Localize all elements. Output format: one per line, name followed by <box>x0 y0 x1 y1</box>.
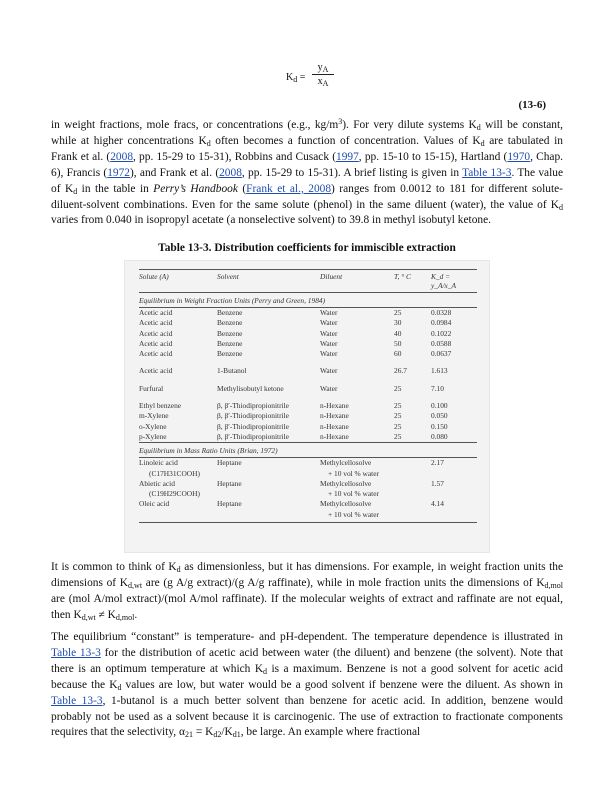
table-cell <box>394 499 431 509</box>
table-row <box>139 339 477 349</box>
table-cell: 25 <box>394 411 402 421</box>
table-cell: Acetic acid <box>139 308 173 317</box>
paragraph-3: The equilibrium “constant” is temperature- and pH-dependent. The temperature dependence is illustrated in Table 13-3 for the distribution of acetic acid between water (the diluent) and benzene (the solvent). Note that there is an optimum temperature at which $K_d$ is a maximum. Benzene is not a good solvent for acetic acid because the $K_d$ values are low, but water would be a good solvent if benzene were the diluent. As shown in Table 13-3, 1-butanol is a much better solvent than benzene for acetic acid. In addition, benzene would probably not be used as a solvent because it is carcinogenic. The use of extraction to fractionate components requires that the selectivity, $\alpha_{21} = K_{d2}/K_{d1}$, be large. An example where fractional <box>51 631 563 740</box>
citation-link-frank-2008[interactable]: 2008 <box>110 150 134 163</box>
table-13-3-link[interactable]: Table 13-3 <box>462 166 512 179</box>
table-cell: 25 <box>394 401 402 411</box>
table-cell: 25 <box>394 383 402 393</box>
table-cell: 25 <box>394 431 402 441</box>
table-cell: Furfural <box>139 383 164 393</box>
table-cell: Acetic acid <box>139 338 173 348</box>
equation-fraction <box>312 62 334 87</box>
table-cell-empty <box>217 469 320 479</box>
table-cell: Heptane <box>217 478 242 488</box>
eq-k: K <box>286 72 294 83</box>
table-cell: Benzene <box>217 349 243 359</box>
table-cell: Water <box>320 349 338 359</box>
paragraph-2: It is common to think of $K_d$ as dimensionless, but it has dimensions. For example, in weight fraction units the dimensions of $K_{d,wt}$ are (g A/g extract)/(g A/g raffinate), while in mole fraction units the dimensions of $K_{d,mol}$ are (mol A/mol extract)/(mol A/mol raffinate). If the molecular weights of extract and raffinate are not equal, then $K_{d,wt} \ne K_{d,mol}$. <box>51 561 564 622</box>
table-cell: Acetic acid <box>139 318 173 328</box>
table-row <box>139 432 477 442</box>
eq-den: x <box>317 76 323 87</box>
table-cell: Abietic acid <box>139 478 175 488</box>
table-cell: 50 <box>394 338 402 348</box>
table-cell: 0.1022 <box>431 328 452 338</box>
table-row <box>139 329 477 339</box>
table-cell: Acetic acid <box>139 349 173 359</box>
table-cell: Heptane <box>217 499 242 509</box>
table-cell: Methylcellosolve <box>320 499 372 509</box>
table-cell <box>394 458 431 468</box>
table-cell: n-Hexane <box>320 411 349 421</box>
table-cell-formula: (C17H31COOH) <box>149 468 200 478</box>
table-cell: Water <box>320 338 338 348</box>
eq-numerator <box>312 62 334 75</box>
table-row <box>139 366 477 376</box>
table-cell: n-Hexane <box>320 421 349 431</box>
table-cell: β, β′-Thiodipropionitrile <box>217 431 289 441</box>
table-cell-diluent-note: + 10 vol % water <box>328 509 379 519</box>
table-cell-empty <box>217 489 320 499</box>
table-cell: Linoleic acid <box>139 458 178 468</box>
table-cell-empty <box>217 510 320 520</box>
table-cell: 40 <box>394 328 402 338</box>
citation-link-robbins-1997[interactable]: 1997 <box>336 150 359 163</box>
table-cell: Benzene <box>217 318 243 328</box>
table-cell: Methylisobutyl ketone <box>217 383 284 393</box>
citation-link-frank-2008-b[interactable]: 2008 <box>219 166 242 179</box>
citation-link-hartland-1970[interactable]: 1970 <box>507 150 531 163</box>
table-cell: 2.17 <box>431 458 444 468</box>
citation-link-frank-et-al-2008[interactable]: Frank et al., 2008 <box>246 182 332 195</box>
table-row <box>139 499 477 509</box>
distribution-coefficient-table <box>124 260 490 553</box>
table-cell: Water <box>320 383 338 393</box>
eq-equals: = <box>297 72 306 83</box>
table-cell: p-Xylene <box>139 431 167 441</box>
table-cell: Benzene <box>217 328 243 338</box>
eq-den-sub: A <box>322 79 329 88</box>
table-cell: Water <box>320 308 338 317</box>
table-row <box>139 318 477 328</box>
table-section-mass-ratio: Equilibrium in Mass Ratio Units (Brian, 1972) <box>139 446 278 456</box>
table-cell: Acetic acid <box>139 328 173 338</box>
table-row-continuation <box>139 510 477 520</box>
eq-num: y <box>317 62 323 73</box>
table-cell: β, β′-Thiodipropionitrile <box>217 401 289 411</box>
table-cell: Water <box>320 328 338 338</box>
table-cell: 0.050 <box>431 411 448 421</box>
table-cell: 0.0328 <box>431 308 452 317</box>
table-cell: Methylcellosolve <box>320 458 372 468</box>
table-cell: 1.613 <box>431 366 448 376</box>
header-kd: K_d = y_A/x_A <box>431 272 457 290</box>
table-section-weight-fraction: Equilibrium in Weight Fraction Units (Perry and Green, 1984) <box>139 296 326 305</box>
table-cell: Water <box>320 318 338 328</box>
header-temperature: T, ° C <box>394 272 411 281</box>
table-cell: 26.7 <box>394 366 407 376</box>
table-cell: n-Hexane <box>320 401 349 411</box>
table-cell-diluent-note: + 10 vol % water <box>328 489 379 499</box>
table-cell: Benzene <box>217 308 243 317</box>
table-row <box>139 401 477 411</box>
table-row <box>139 422 477 432</box>
table-cell: 0.150 <box>431 421 448 431</box>
eq-k-sub: d <box>293 75 298 84</box>
table-cell: 0.0984 <box>431 318 452 328</box>
table-row <box>139 384 477 394</box>
table-cell: 7.10 <box>431 383 444 393</box>
table-cell-formula <box>139 510 217 520</box>
equation-number: (13-6) <box>518 99 546 111</box>
table-cell: n-Hexane <box>320 431 349 441</box>
table-cell: Benzene <box>217 338 243 348</box>
table-row-continuation <box>139 489 477 499</box>
equation-lhs <box>286 72 305 83</box>
table-row-continuation <box>139 469 477 479</box>
table-cell: 0.0637 <box>431 349 452 359</box>
table-cell: Oleic acid <box>139 499 170 509</box>
citation-link-francis-1972[interactable]: 1972 <box>107 166 130 179</box>
paragraph-1: in weight fractions, mole fracs, or concentrations (e.g., $kg/m^3$). For very dilute systems $K_d$ will be constant, while at higher concentrations $K_d$ often becomes a function of concentration. Values of $K_d$ are tabulated in Frank et al. (2008, pp. 15-29 to 15-31), Robbins and Cusack (1997, pp. 15-10 to 15-15), Hartland (1970, Chap. 6), Francis (1972), and Frank et al. (2008, pp. 15-29 to 15-31). A brief listing is given in Table 13-3. The value of $K_d$ in the table in Perry’s Handbook (Frank et al., 2008) ranges from 0.0012 to 181 for different solute-diluent-solvent combinations. Even for the same solute (phenol) in the same diluent (water), the value of $K_d$ varies from 0.040 in isopropyl acetate (a nonselective solvent) to 39.8 in methyl isobutyl ketone. <box>51 117 564 227</box>
table-cell: 0.080 <box>431 431 448 441</box>
table-row <box>139 479 477 489</box>
table-cell-formula: (C19H29COOH) <box>149 489 200 499</box>
table-cell: 4.14 <box>431 499 444 509</box>
table-cell: 1-Butanol <box>217 366 247 376</box>
eq-denominator <box>312 75 334 87</box>
table-row <box>139 308 477 318</box>
table-cell: Acetic acid <box>139 366 173 376</box>
header-diluent: Diluent <box>320 272 343 281</box>
table-cell: o-Xylene <box>139 421 167 431</box>
table-row <box>139 349 477 359</box>
eq-num-sub: A <box>322 65 329 74</box>
table-cell: Ethyl benzene <box>139 401 182 411</box>
table-13-3-link-3[interactable]: Table 13-3 <box>51 694 103 707</box>
table-row <box>139 458 477 468</box>
table-cell: 25 <box>394 421 402 431</box>
table-cell: 25 <box>394 308 402 317</box>
table-cell: Heptane <box>217 458 242 468</box>
table-cell: 0.0588 <box>431 338 452 348</box>
table-row <box>139 411 477 421</box>
table-13-3-link-2[interactable]: Table 13-3 <box>51 646 101 659</box>
table-cell: β, β′-Thiodipropionitrile <box>217 421 289 431</box>
header-solute: Solute (A) <box>139 272 169 281</box>
table-cell-diluent-note: + 10 vol % water <box>328 468 379 478</box>
table-cell <box>394 479 431 489</box>
table-cell: Water <box>320 366 338 376</box>
table-cell: 60 <box>394 349 402 359</box>
table-cell: Methylcellosolve <box>320 478 372 488</box>
table-cell: 1.57 <box>431 478 444 488</box>
table-body <box>139 269 477 523</box>
table-cell: m-Xylene <box>139 411 169 421</box>
table-cell: 30 <box>394 318 402 328</box>
table-caption: Table 13-3. Distribution coefficients for immiscible extraction <box>158 242 456 254</box>
table-header-row <box>139 270 477 292</box>
table-cell: β, β′-Thiodipropionitrile <box>217 411 289 421</box>
table-cell: 0.100 <box>431 401 448 411</box>
header-solvent: Solvent <box>217 272 239 281</box>
